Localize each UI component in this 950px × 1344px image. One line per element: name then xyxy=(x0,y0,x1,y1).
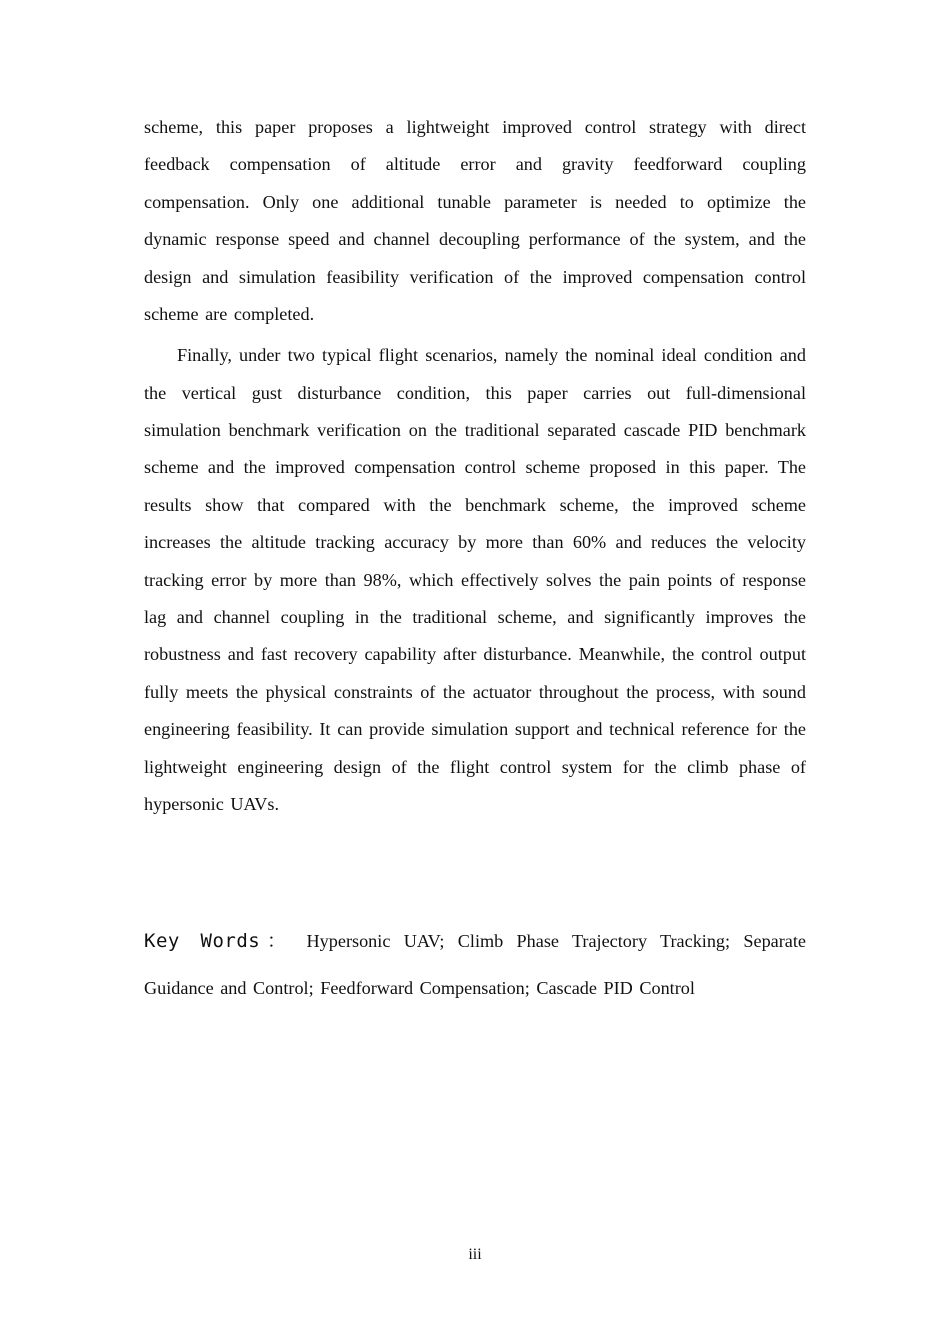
abstract-body xyxy=(144,109,806,824)
page-number: iii xyxy=(468,1246,482,1263)
abstract-paragraph: scheme, this paper proposes a lightweight improved control strategy with direct feedback compensation of altitude error and gravity feedforward coupling compensation. Only one additional tunable parameter is needed to optimize the dynamic response speed and channel decoupling performance of the system, and the design and simulation feasibility verification of the improved compensation control scheme are completed. xyxy=(144,117,806,325)
keywords-text: Hypersonic UAV; Climb Phase Trajectory Tracking; Separate Guidance and Control; Feedforward Compensation; Cascade PID Control xyxy=(144,931,806,998)
keywords-label: Key Words： xyxy=(144,930,294,952)
abstract-paragraph: Finally, under two typical flight scenarios, namely the nominal ideal condition and the vertical gust disturbance condition, this paper carries out full-dimensional simulation benchmark verification on the traditional separated cascade PID benchmark scheme and the improved compensation control scheme proposed in this paper. The results show that compared with the benchmark scheme, the improved scheme increases the altitude tracking accuracy by more than 60% and reduces the velocity tracking error by more than 98%, which effectively solves the pain points of response lag and channel coupling in the traditional scheme, and significantly improves the robustness and fast recovery capability after disturbance. Meanwhile, the control output fully meets the physical constraints of the actuator throughout the process, with sound engineering feasibility. It can provide simulation support and technical reference for the lightweight engineering design of the flight control system for the climb phase of hypersonic UAVs. xyxy=(144,345,806,815)
keywords-section xyxy=(144,918,806,1012)
